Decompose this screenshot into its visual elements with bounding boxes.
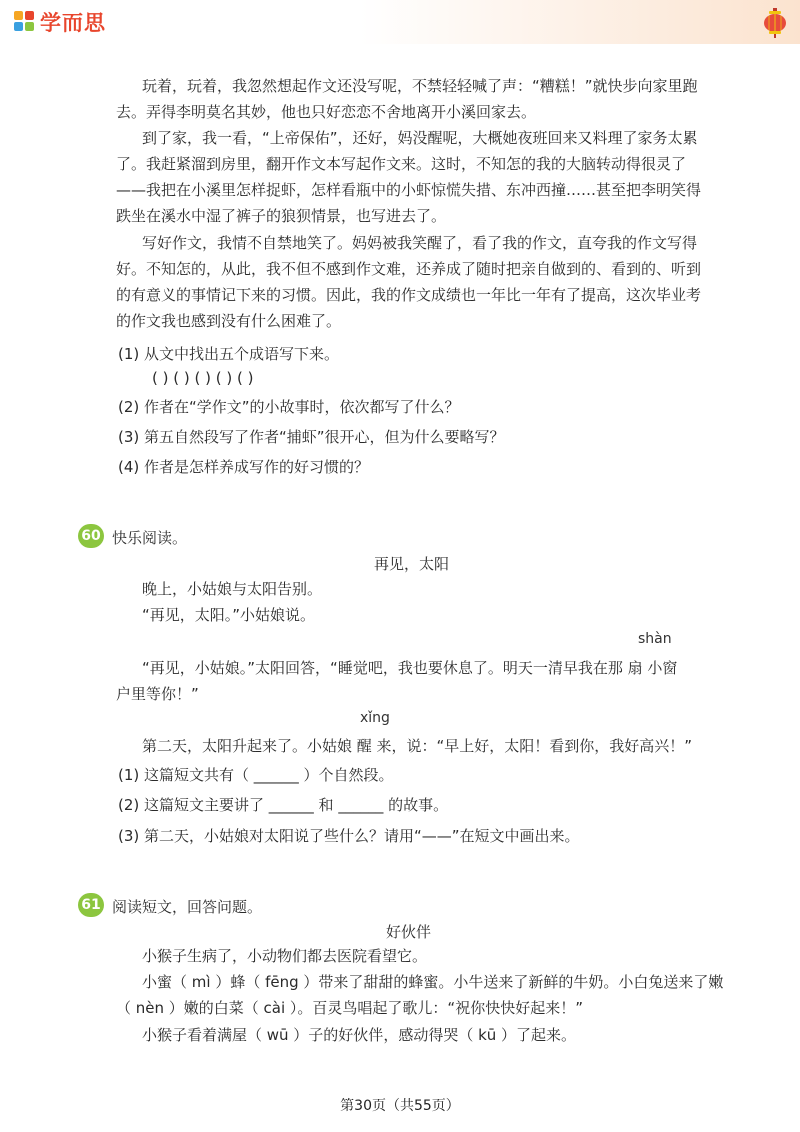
section-title: 快乐阅读。 [112,529,188,547]
question-3: (3) 第二天，小姑娘对太阳说了些什么？请用“——”在短文中画出来。 [118,827,580,845]
brand-mark-icon [14,11,36,33]
story-line: 户里等你！” [116,685,199,703]
brand-name: 学而思 [40,11,106,35]
story-line: 小蜜（ mì ）蜂（ fēng ）带来了甜甜的蜂蜜。小牛送来了新鲜的牛奶。小白兔送来了嫩 [142,973,724,991]
story-line: “再见，小姑娘。”太阳回答，“睡觉吧，我也要休息了。明天一清早我在那 扇 小窗 [142,659,678,677]
story-line: （ nèn ）嫩的白菜（ cài ）。百灵鸟唱起了歌儿：“祝你快快好起来！” [116,999,583,1017]
story-line: 第二天，太阳升起来了。小姑娘 醒 来，说：“早上好，太阳！看到你，我好高兴！” [142,737,693,755]
story-line: 小猴子生病了，小动物们都去医院看望它。 [142,947,428,965]
question-4: (4) 作者是怎样养成写作的好习惯的？ [118,458,370,476]
section-title: 阅读短文，回答问题。 [112,898,263,916]
section-number-badge: 61 [78,893,104,917]
passage-line: 跌坐在溪水中湿了裤子的狼狈情景，也写进去了。 [116,207,447,225]
section-number-badge: 60 [78,524,104,548]
lantern-icon [762,8,788,38]
brand-logo [14,8,106,36]
pinyin-annotation: xǐng [360,710,390,726]
question-3: (3) 第五自然段写了作者“捕虾”很开心，但为什么要略写？ [118,428,505,446]
story-title: 好伙伴 [386,923,432,941]
story-line: 晚上，小姑娘与太阳告别。 [142,580,323,598]
story-title: 再见，太阳 [374,555,450,573]
question-1: (1) 这篇短文共有（ ______ ）个自然段。 [118,766,394,784]
question-2: (2) 作者在“学作文”的小故事时，依次都写了什么？ [118,398,460,416]
question-2: (2) 这篇短文主要讲了 ______ 和 ______ 的故事。 [118,796,449,814]
passage-line: 去。弄得李明莫名其妙，他也只好恋恋不舍地离开小溪回家去。 [116,103,537,121]
passage-line: 好。不知怎的，从此，我不但不感到作文难，还养成了随时把亲自做到的、看到的、听到 [116,260,702,278]
header-bar [0,0,800,44]
answer-blanks: ( ) ( ) ( ) ( ) ( ) [152,369,254,387]
passage-line: 写好作文，我情不自禁地笑了。妈妈被我笑醒了，看了我的作文，直夸我的作文写得 [142,234,698,252]
story-line: 小猴子看着满屋（ wū ）子的好伙伴，感动得哭（ kū ）了起来。 [142,1026,577,1044]
page-number: 第30页（共55页） [340,1098,460,1114]
story-line: “再见，太阳。”小姑娘说。 [142,606,316,624]
question-1: (1) 从文中找出五个成语写下来。 [118,345,340,363]
passage-line: 的作文我也感到没有什么困难了。 [116,312,342,330]
passage-line: 到了家，我一看，“上帝保佑”，还好，妈没醒呢，大概她夜班回来又料理了家务太累 [142,129,698,147]
passage-line: 的有意义的事情记下来的习惯。因此，我的作文成绩也一年比一年有了提高，这次毕业考 [116,286,702,304]
passage-line: 了。我赶紧溜到房里，翻开作文本写起作文来。这时，不知怎的我的大脑转动得很灵了 [116,155,687,173]
pinyin-annotation: shàn [638,631,672,647]
passage-line: 玩着，玩着，我忽然想起作文还没写呢，不禁轻轻喊了声：“糟糕！”就快步向家里跑 [142,77,698,95]
passage-line: ——我把在小溪里怎样捉虾，怎样看瓶中的小虾惊慌失措、东冲西撞……甚至把李明笑得 [116,181,702,199]
